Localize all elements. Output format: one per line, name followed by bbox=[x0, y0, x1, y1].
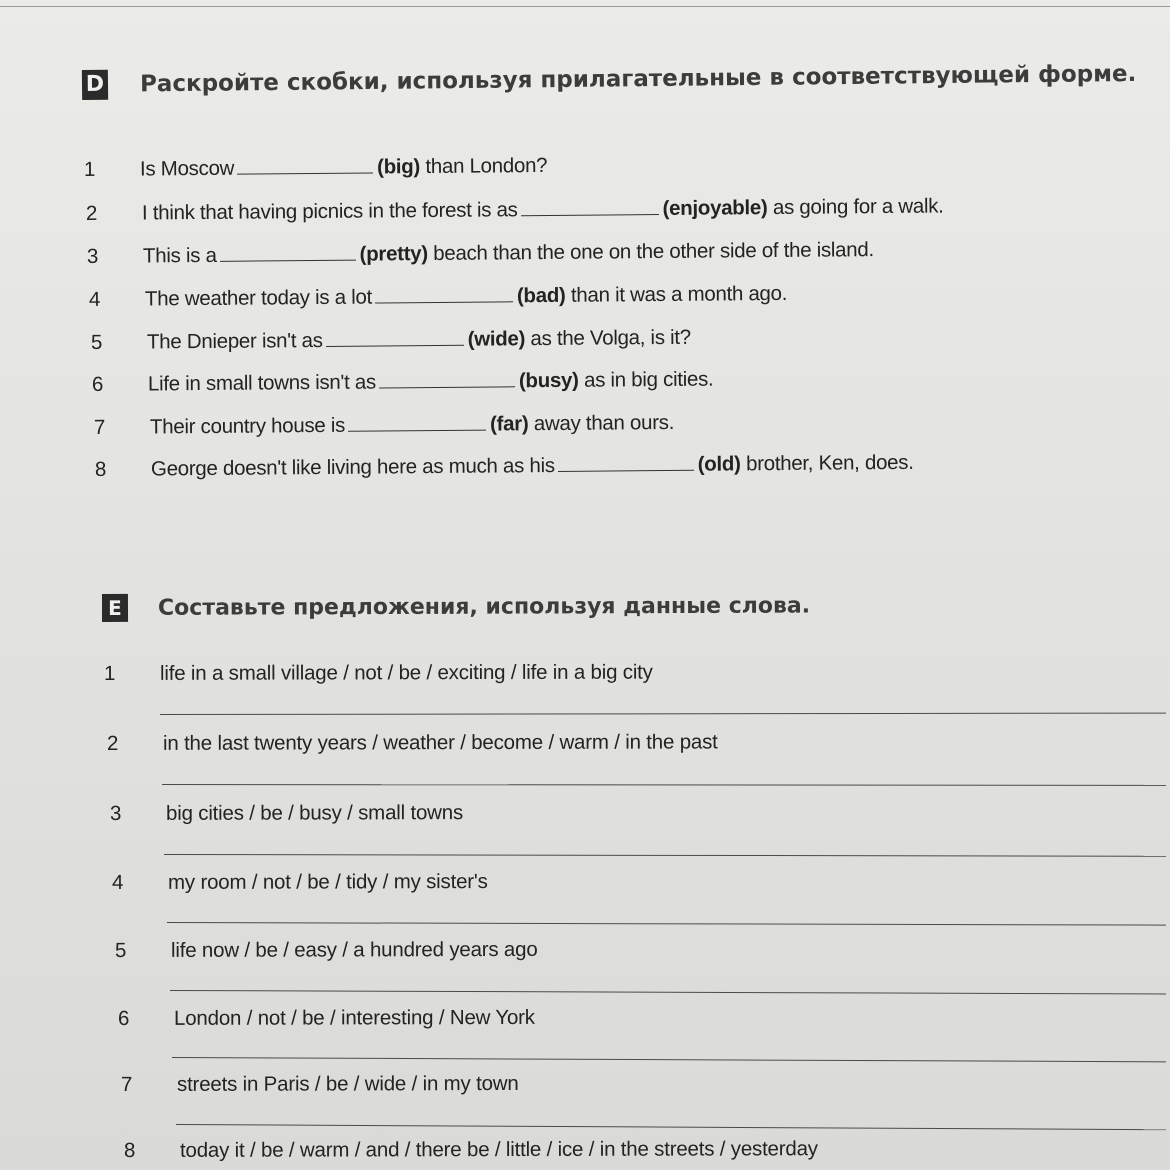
section-e-title: Составьте предложения, используя данные слова. bbox=[157, 593, 811, 621]
item-keyword: (old) bbox=[697, 452, 741, 476]
item-number: 3 bbox=[109, 801, 122, 825]
item-keyword: (pretty) bbox=[359, 242, 428, 266]
item-prompt: life in a small village / not / be / exciting / life in a big city bbox=[159, 660, 653, 685]
answer-blank[interactable] bbox=[348, 414, 486, 432]
item-prompt: in the last twenty years / weather / become / warm / in the past bbox=[162, 730, 718, 755]
d-item-5 bbox=[91, 326, 691, 355]
item-text-before: I think that having picnics in the forest is as bbox=[141, 198, 518, 225]
answer-blank[interactable] bbox=[520, 198, 658, 216]
item-keyword: (far) bbox=[489, 412, 529, 436]
item-text-before: The weather today is a lot bbox=[144, 285, 373, 311]
item-number: 1 bbox=[103, 661, 116, 685]
item-text-before: George doesn't like living here as much as his bbox=[150, 453, 555, 481]
item-number: 8 bbox=[94, 457, 107, 481]
item-number: 1 bbox=[83, 157, 96, 181]
answer-blank[interactable] bbox=[220, 244, 356, 262]
item-number: 2 bbox=[85, 201, 98, 225]
answer-blank[interactable] bbox=[558, 454, 694, 472]
answer-line[interactable] bbox=[167, 922, 1166, 926]
d-item-4 bbox=[89, 282, 787, 312]
item-prompt: streets in Paris / be / wide / in my town bbox=[176, 1071, 519, 1096]
item-number: 7 bbox=[120, 1072, 133, 1096]
d-item-7 bbox=[94, 411, 674, 440]
answer-blank[interactable] bbox=[237, 156, 373, 174]
d-item-6 bbox=[92, 368, 714, 397]
item-keyword: (wide) bbox=[467, 327, 526, 351]
item-keyword: (bad) bbox=[516, 283, 566, 308]
d-item-8 bbox=[95, 451, 914, 482]
section-e-badge: E bbox=[102, 594, 128, 622]
item-text-after: than it was a month ago. bbox=[570, 281, 788, 307]
section-e-heading bbox=[102, 592, 810, 622]
item-text-after: than London? bbox=[425, 153, 548, 179]
answer-line[interactable] bbox=[162, 784, 1166, 786]
answer-line[interactable] bbox=[170, 990, 1166, 994]
d-item-2 bbox=[86, 195, 944, 226]
item-text-after: as going for a walk. bbox=[772, 194, 944, 220]
item-keyword: (busy) bbox=[518, 368, 579, 393]
answer-blank[interactable] bbox=[375, 285, 513, 303]
item-number: 4 bbox=[88, 287, 101, 311]
answer-line[interactable] bbox=[160, 713, 1166, 715]
item-number: 4 bbox=[111, 870, 124, 894]
item-text-after: as in big cities. bbox=[583, 367, 714, 392]
item-prompt: life now / be / easy / a hundred years ago bbox=[170, 937, 538, 962]
answer-line[interactable] bbox=[172, 1057, 1166, 1062]
d-item-3 bbox=[87, 238, 874, 269]
item-keyword: (big) bbox=[377, 155, 421, 179]
item-number: 2 bbox=[106, 731, 119, 755]
item-number: 5 bbox=[114, 938, 127, 962]
item-text-before: This is a bbox=[142, 243, 217, 268]
e-item-8 bbox=[124, 1137, 818, 1163]
item-number: 3 bbox=[86, 244, 99, 268]
item-text-before: Their country house is bbox=[149, 413, 346, 439]
section-d-title: Раскройте скобки, используя прилагательные в соответствующей форме. bbox=[139, 60, 1137, 98]
section-d-badge: D bbox=[82, 70, 108, 100]
item-text-before: Is Moscow bbox=[139, 156, 235, 181]
item-prompt: my room / not / be / tidy / my sister's bbox=[167, 870, 488, 894]
d-item-1 bbox=[84, 154, 547, 182]
e-item-5 bbox=[115, 938, 538, 963]
item-number: 6 bbox=[91, 372, 104, 396]
item-prompt: London / not / be / interesting / New York bbox=[173, 1005, 535, 1030]
item-number: 7 bbox=[93, 415, 106, 439]
e-item-3 bbox=[110, 801, 463, 826]
item-prompt: today it / be / warm / and / there be / little / ice / in the streets / yesterday bbox=[179, 1137, 818, 1162]
item-text-before: Life in small towns isn't as bbox=[147, 370, 377, 396]
item-number: 8 bbox=[123, 1138, 136, 1162]
item-text-after: as the Volga, is it? bbox=[530, 325, 691, 351]
item-number: 5 bbox=[90, 330, 103, 354]
e-item-4 bbox=[112, 870, 488, 895]
item-text-after: beach than the one on the other side of the island. bbox=[433, 238, 874, 265]
e-item-1 bbox=[104, 661, 653, 686]
answer-line[interactable] bbox=[164, 854, 1166, 857]
item-text-after: away than ours. bbox=[533, 410, 675, 436]
item-text-before: The Dnieper isn't as bbox=[146, 328, 323, 354]
answer-blank[interactable] bbox=[326, 329, 464, 347]
item-keyword: (enjoyable) bbox=[662, 196, 768, 220]
e-item-7 bbox=[121, 1072, 519, 1097]
e-item-2 bbox=[107, 730, 718, 756]
item-prompt: big cities / be / busy / small towns bbox=[165, 801, 464, 825]
answer-blank[interactable] bbox=[379, 370, 515, 388]
top-divider bbox=[0, 6, 1170, 7]
section-d-heading bbox=[82, 59, 1137, 100]
item-number: 6 bbox=[117, 1006, 130, 1030]
e-item-6 bbox=[118, 1006, 535, 1031]
item-text-after: brother, Ken, does. bbox=[745, 450, 914, 476]
answer-line[interactable] bbox=[176, 1124, 1166, 1130]
